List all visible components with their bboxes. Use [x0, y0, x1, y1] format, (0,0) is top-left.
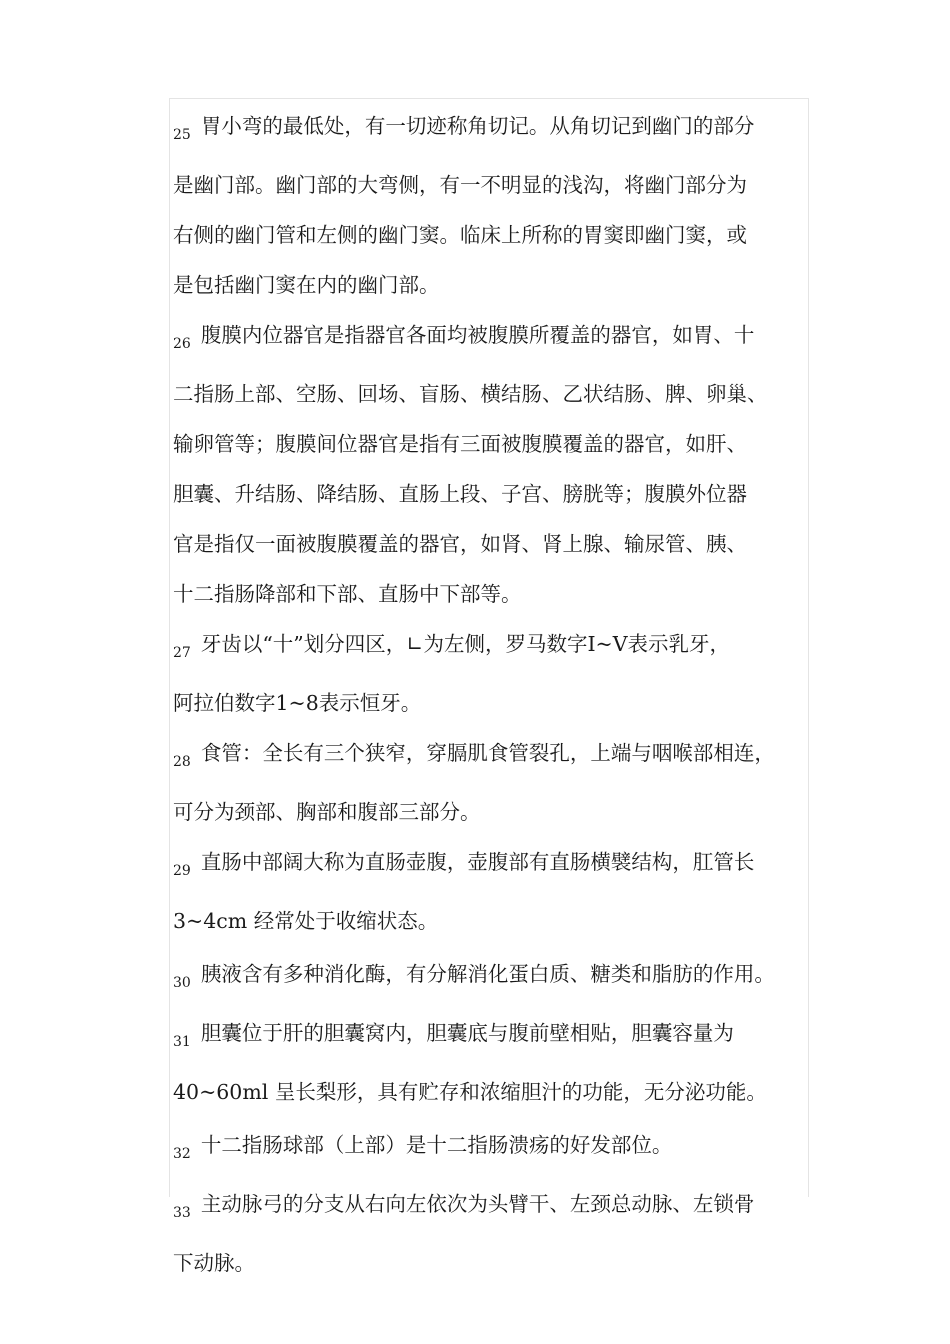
item-30 [173, 949, 813, 1008]
item-31-line-2: 40~60ml 呈长梨形，具有贮存和浓缩胆汁的功能，无分泌功能。 [173, 1080, 767, 1104]
item-28-line-1: $_{28}$ 食管：全长有三个狭窄，穿膈肌食管裂孔，上端与咽喉部相连， [173, 741, 775, 770]
item-27-line-1: $_{27}$ 牙齿以“十”划分四区，∟为左侧，罗马数字Ⅰ~Ⅴ表示乳牙， [173, 632, 731, 661]
item-33-line-2: 下动脉。 [173, 1251, 255, 1275]
item-32 [173, 1120, 813, 1179]
item-28-line-2: 可分为颈部、胸部和腹部三部分。 [173, 800, 481, 824]
item-29-line-2: 3~4cm 经常处于收缩状态。 [173, 909, 439, 933]
item-26-line-1: $_{26}$ 腹膜内位器官是指器官各面均被腹膜所覆盖的器官，如胃、十 [173, 323, 755, 352]
item-number: 33 [173, 1205, 191, 1221]
item-26 [173, 310, 813, 619]
item-number: 25 [173, 127, 191, 143]
item-29 [173, 837, 813, 946]
item-29-line-1: $_{29}$ 直肠中部阔大称为直肠壶腹，壶腹部有直肠横襞结构，肛管长 [173, 850, 755, 879]
item-26-line-5: 官是指仅一面被腹膜覆盖的器官，如肾、肾上腺、输尿管、胰、 [173, 532, 747, 556]
item-33 [173, 1179, 813, 1288]
item-27 [173, 619, 813, 728]
item-number: 27 [173, 645, 191, 661]
item-33-line-1: $_{33}$ 主动脉弓的分支从右向左依次为头臂干、左颈总动脉、左锁骨 [173, 1192, 755, 1221]
item-25-line-2: 是幽门部。幽门部的大弯侧，有一不明显的浅沟，将幽门部分为 [173, 173, 747, 197]
item-31 [173, 1008, 813, 1117]
item-26-line-3: 输卵管等；腹膜间位器官是指有三面被腹膜覆盖的器官，如肝、 [173, 432, 747, 456]
item-26-line-2: 二指肠上部、空肠、回场、盲肠、横结肠、乙状结肠、脾、卵巢、 [173, 382, 768, 406]
item-number: 32 [173, 1146, 191, 1162]
item-32-line-1: $_{32}$ 十二指肠球部（上部）是十二指肠溃疡的好发部位。 [173, 1133, 673, 1162]
item-26-line-4: 胆囊、升结肠、降结肠、直肠上段、子宫、膀胱等；腹膜外位器 [173, 482, 747, 506]
item-25 [173, 101, 813, 310]
item-number: 28 [173, 754, 191, 770]
item-number: 29 [173, 863, 191, 879]
item-25-line-3: 右侧的幽门管和左侧的幽门窦。临床上所称的胃窦即幽门窦，或 [173, 223, 747, 247]
item-number: 30 [173, 975, 191, 991]
item-28 [173, 728, 813, 837]
item-30-line-1: $_{30}$ 胰液含有多种消化酶，有分解消化蛋白质、糖类和脂肪的作用。 [173, 962, 775, 991]
item-number: 31 [173, 1034, 191, 1050]
item-31-line-1: $_{31}$ 胆囊位于肝的胆囊窝内，胆囊底与腹前壁相贴，胆囊容量为 [173, 1021, 734, 1050]
item-26-line-6: 十二指肠降部和下部、直肠中下部等。 [173, 582, 522, 606]
item-25-line-1: $_{25}$ 胃小弯的最低处，有一切迹称角切记。从角切记到幽门的部分 [173, 114, 755, 143]
item-27-line-2: 阿拉伯数字1~8表示恒牙。 [173, 691, 422, 715]
document-body [173, 101, 813, 1288]
item-25-line-4: 是包括幽门窦在内的幽门部。 [173, 273, 440, 297]
item-number: 26 [173, 336, 191, 352]
